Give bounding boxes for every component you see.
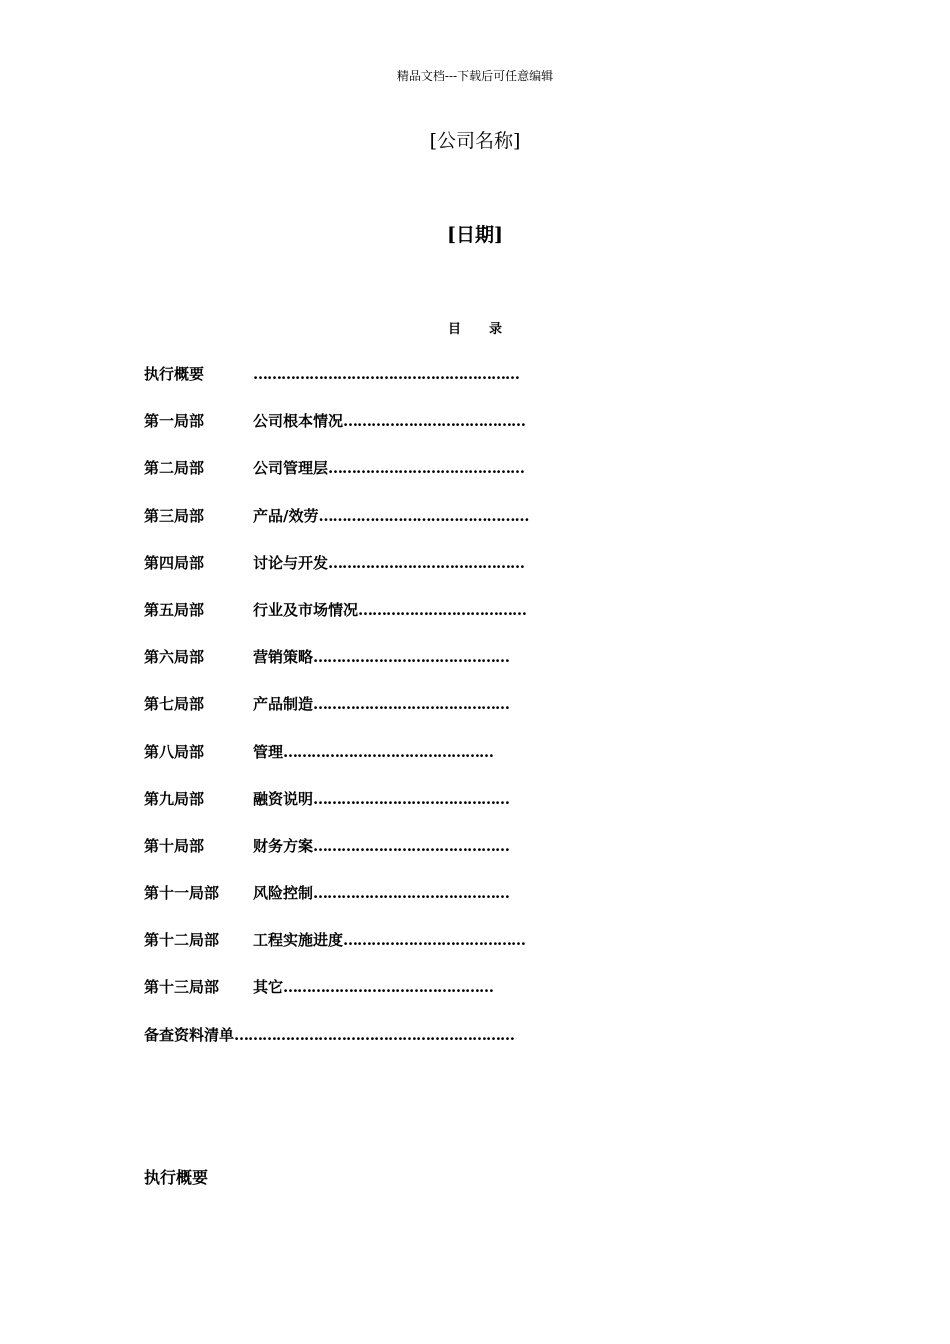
toc-entry-title: 公司管理层 bbox=[253, 459, 329, 478]
table-of-contents bbox=[144, 362, 604, 1070]
toc-entry-part: 第五局部 bbox=[144, 600, 205, 619]
toc-entry[interactable] bbox=[144, 692, 604, 739]
toc-entry[interactable] bbox=[144, 362, 604, 409]
toc-entry-title: 风险控制 bbox=[253, 884, 314, 903]
toc-entry-part: 第十局部 bbox=[144, 836, 205, 855]
toc-entry-part: 第九局部 bbox=[144, 789, 205, 808]
toc-entry-part: 第六局部 bbox=[144, 648, 205, 667]
toc-entry-part: 第三局部 bbox=[144, 506, 205, 525]
toc-entry[interactable] bbox=[144, 504, 604, 551]
toc-entry-leader: ………………………………………………… bbox=[253, 365, 519, 383]
toc-entry-title: 管理 bbox=[253, 742, 284, 761]
toc-entry[interactable] bbox=[144, 834, 604, 881]
toc-entry-leader: …………………………………………………… bbox=[234, 1025, 515, 1044]
toc-entry-part: 第四局部 bbox=[144, 553, 205, 572]
toc-entry-title: 财务方案 bbox=[253, 836, 314, 855]
toc-entry[interactable] bbox=[144, 456, 604, 503]
toc-entry-title: 行业及市场情况 bbox=[253, 600, 359, 619]
toc-entry-part: 第十一局部 bbox=[144, 884, 220, 903]
toc-entry[interactable] bbox=[144, 975, 604, 1022]
toc-entry-title: 营销策略 bbox=[253, 648, 314, 667]
toc-entry-title: 公司根本情况 bbox=[253, 412, 344, 431]
toc-entry-title: 产品制造 bbox=[253, 695, 314, 714]
toc-entry-part: 第十三局部 bbox=[144, 978, 220, 997]
toc-entry-leader: ………………………………… bbox=[343, 931, 526, 950]
toc-entry[interactable] bbox=[144, 598, 604, 645]
section-heading: 执行概要 bbox=[144, 1168, 209, 1187]
toc-title: 目录 bbox=[447, 322, 530, 337]
toc-entry-title: 工程实施进度 bbox=[253, 931, 344, 950]
toc-entry-part: 第七局部 bbox=[144, 695, 205, 714]
toc-entry-leader: …………………………………… bbox=[328, 553, 525, 572]
toc-entry-part: 第二局部 bbox=[144, 459, 205, 478]
toc-entry[interactable] bbox=[144, 551, 604, 598]
toc-entry-part: 备查资料清单 bbox=[144, 1025, 235, 1044]
company-name-placeholder: [公司名称] bbox=[429, 130, 521, 152]
toc-entry[interactable] bbox=[144, 645, 604, 692]
toc-entry[interactable] bbox=[144, 881, 604, 928]
toc-entry[interactable] bbox=[144, 409, 604, 456]
toc-entry-part: 执行概要 bbox=[144, 365, 205, 383]
toc-entry[interactable] bbox=[144, 928, 604, 975]
toc-entry[interactable] bbox=[144, 1023, 604, 1070]
toc-entry-leader: …………………………………… bbox=[313, 789, 510, 808]
toc-entry-title: 其它 bbox=[253, 978, 284, 997]
toc-entry-part: 第十二局部 bbox=[144, 931, 220, 950]
toc-entry-title: 讨论与开发 bbox=[253, 553, 329, 572]
date-placeholder: [日期] bbox=[447, 224, 503, 246]
toc-entry-leader: …………………………………… bbox=[313, 884, 510, 903]
toc-entry[interactable] bbox=[144, 787, 604, 834]
toc-entry-leader: ……………………………………… bbox=[283, 978, 494, 997]
toc-entry-leader: …………………………………… bbox=[328, 459, 525, 478]
toc-entry-leader: ……………………………… bbox=[358, 600, 527, 619]
toc-entry-part: 第八局部 bbox=[144, 742, 205, 761]
toc-entry-leader: ……………………………………… bbox=[318, 506, 529, 525]
page-header-note: 精品文档---下载后可任意编辑 bbox=[396, 69, 554, 83]
toc-entry-part: 第一局部 bbox=[144, 412, 205, 431]
toc-entry-leader: ……………………………………… bbox=[283, 742, 494, 761]
toc-entry-title: 产品/效劳 bbox=[253, 506, 319, 525]
toc-entry-leader: ………………………………… bbox=[343, 412, 526, 431]
toc-entry-title: 融资说明 bbox=[253, 789, 314, 808]
toc-entry-leader: …………………………………… bbox=[313, 836, 510, 855]
toc-entry-leader: …………………………………… bbox=[313, 695, 510, 714]
toc-entry[interactable] bbox=[144, 740, 604, 787]
toc-entry-leader: …………………………………… bbox=[313, 648, 510, 667]
